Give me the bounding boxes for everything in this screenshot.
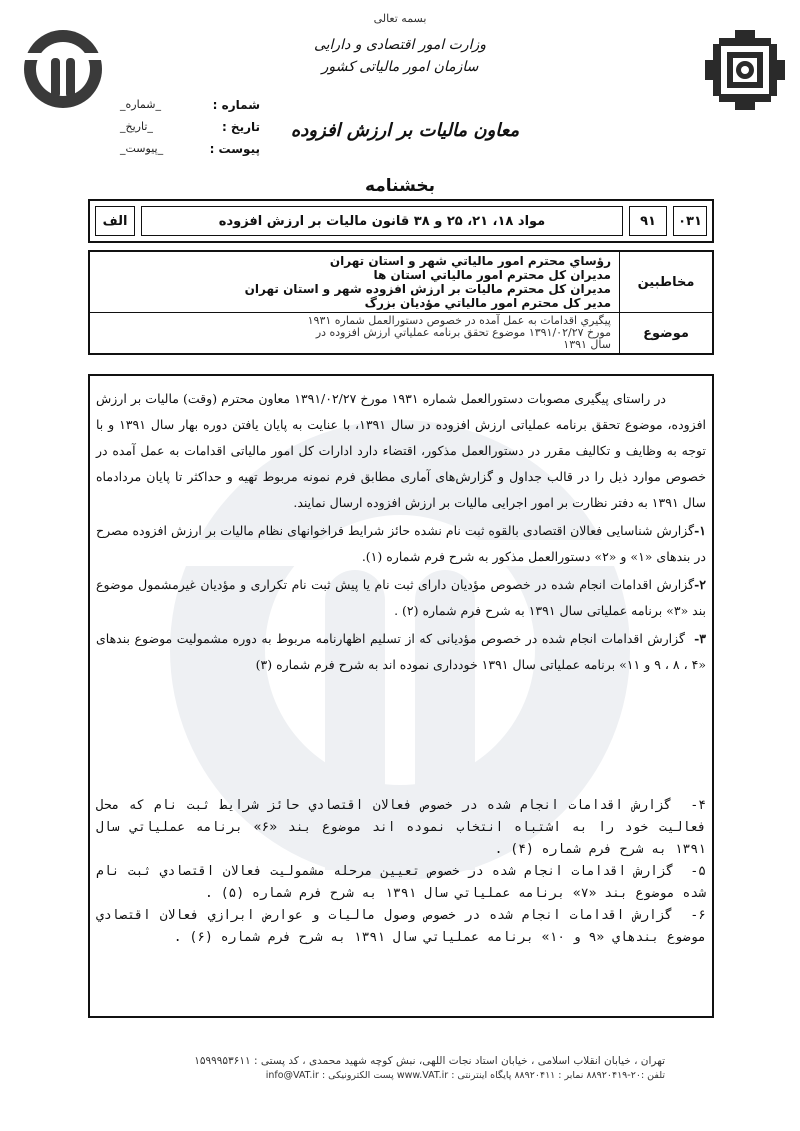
tax-organization-emblem-icon: [705, 30, 785, 110]
item-number: ۶-: [690, 908, 706, 923]
date-value: _تاریخ_: [120, 120, 153, 133]
item-text: گزارش اقدامات انجام شده در خصوص فعالان اقتصادي حائز شرايط ثبت نام که محل فعاليت خود را به اشتباه انتخاب نموده اند موضوع بند «۶» برنامه عملياتي سال ۱۳۹۱ به شرح فرم شماره (۴) .: [96, 798, 706, 857]
item-number: ۳-: [694, 631, 706, 646]
body-item: [96, 626, 706, 678]
addressee-line: مديران کل محترم ماليات بر ارزش افزوده شهر و استان تهران: [244, 282, 611, 296]
subject-line: مورخ ۱۳۹۱/۰۲/۲۷ موضوع تحقق برنامه عملياتي ارزش افزوده در: [315, 326, 611, 339]
letter-meta: [120, 98, 260, 164]
reference-row: [88, 199, 714, 243]
subject-line: سال ۱۳۹۱: [563, 338, 611, 351]
addressee-row: [90, 252, 712, 313]
document-title: بخشنامه: [364, 176, 436, 196]
date-label: تاریخ :: [221, 120, 260, 134]
item-text: گزارش اقدامات انجام شده در خصوص وصول ماليات و عوارض ابرازي فعالان اقتصادي موضوع بندهاي «۹ و ۱۰» برنامه عملياتي سال ۱۳۹۱ به شرح فرم شماره (۶) .: [96, 908, 706, 945]
subject-line: پيگيري اقدامات به عمل آمده در خصوص دستورالعمل شماره ۱۹۳۱: [307, 314, 611, 327]
attachment-value: _پیوست_: [120, 142, 164, 155]
reference-year: ۹۱: [629, 206, 667, 236]
body-text: [96, 386, 706, 678]
reference-series: الف: [95, 206, 135, 236]
letterhead-footer: [120, 1055, 665, 1081]
organization-name: سازمان امور مالیاتی کشور: [321, 59, 479, 75]
number-label: شماره :: [212, 98, 260, 112]
typed-item: [96, 905, 706, 949]
item-number: ۲-: [694, 577, 706, 592]
footer-contact: تلفن :۲۰-۸۸۹۲۰۴۱۹ نمابر : ۸۸۹۲۰۴۱۱ پایگاه اینترنتی : www.VAT.ir پست الکترونیکی : info@VAT.ir: [265, 1070, 665, 1081]
deputy-title: معاون مالیات بر ارزش افزوده: [290, 120, 520, 141]
typed-item: [96, 861, 706, 905]
body-item: [96, 518, 706, 570]
item-number: ۵-: [690, 864, 706, 879]
addressee-table: [88, 250, 714, 355]
body-item: [96, 572, 706, 624]
typed-item: [96, 795, 706, 861]
item-text: گزارش اقدامات انجام شده در خصوص مؤدیان دارای ثبت نام یا پیش ثبت نام تکراری و مؤدیان غیرمشمول موضوع بند «۳» برنامه عملیاتی سال ۱۳۹۱ به شرح فرم شماره (۲) .: [96, 577, 706, 618]
subject-row: [90, 313, 712, 353]
addressee-line: مدير کل محترم امور مالياتي مؤديان بزرگ: [364, 296, 611, 310]
bismillah: بسمه تعالی: [373, 12, 427, 25]
subject-label: موضوع: [619, 313, 712, 353]
item-number: ۱-: [694, 523, 706, 538]
addressee-label: مخاطبین: [619, 252, 712, 312]
ministry-header: [250, 12, 550, 75]
typed-items: [96, 795, 706, 949]
addressee-list: [90, 252, 619, 312]
addressee-line: رؤساي محترم امور مالياتي شهر و استان تهران: [329, 254, 611, 268]
ministry-name: وزارت امور اقتصادی و دارایی: [313, 37, 487, 53]
body-intro: در راستای پیگیری مصوبات دستورالعمل شماره ۱۹۳۱ مورخ ۱۳۹۱/۰۲/۲۷ معاون محترم (وقت) مالیات بر ارزش افزوده، موضوع تحقق برنامه عملیاتی ارزش افزوده در سال ۱۳۹۱، با عنایت به پایان یافتن دوره بهار سال ۱۳۹۱ و با توجه به وظایف و تکالیف مقرر در دستورالعمل مذکور، اقتضاء دارد ادارات کل امور مالیاتی اقدامات به عمل آمده در خصوص موارد ذیل را در قالب جداول و گزارش‌های آماری مطابق فرم نمونه مربوط تهیه و حداکثر تا پایان مردادماه سال ۱۳۹۱ به دفتر نظارت بر امور اجرایی مالیات بر ارزش افزوده ارسال نمایند.: [96, 391, 707, 510]
number-value: _شماره_: [120, 98, 162, 111]
subject-text: [90, 313, 619, 353]
addressee-line: مديران کل محترم امور مالياتي استان ها: [373, 268, 611, 282]
reference-code: ۰۳۱: [673, 206, 707, 236]
vat-logo-icon: [22, 28, 104, 110]
item-text: گزارش اقدامات انجام شده در خصوص تعيين مرحله مشموليت فعالان اقتصادي ثبت نام شده موضوع بند «۷» برنامه عملياتي سال ۱۳۹۱ به شرح فرم شماره (۵) .: [96, 864, 706, 901]
item-number: ۴-: [690, 798, 706, 813]
attachment-label: پیوست :: [209, 142, 260, 156]
footer-address: تهران ، خیابان انقلاب اسلامی ، خیابان استاد نجات اللهی، نبش کوچه شهید محمدی ، کد پستی : ۱۵۹۹۹۵۳۶۱۱: [194, 1055, 665, 1067]
item-text: گزارش اقدامات انجام شده در خصوص مؤدیانی که از تسلیم اظهارنامه مربوط به دوره مشمولیت موضوع بندهای «۴ ، ۸ ، ۹ و ۱۱» برنامه عملیاتی سال ۱۳۹۱ خودداری نموده اند به شرح فرم شماره (۳): [96, 631, 706, 672]
reference-subject: مواد ۱۸، ۲۱، ۲۵ و ۳۸ قانون مالیات بر ارزش افزوده: [141, 206, 623, 236]
item-text: گزارش شناسایی فعالان اقتصادی بالقوه ثبت نام نشده حائز شرایط فراخوانهای نظام مالیات بر ارزش افزوده مصرح در بندهای «۱» و «۲» دستورالعمل مذکور به شرح فرم شماره (۱).: [96, 523, 706, 564]
